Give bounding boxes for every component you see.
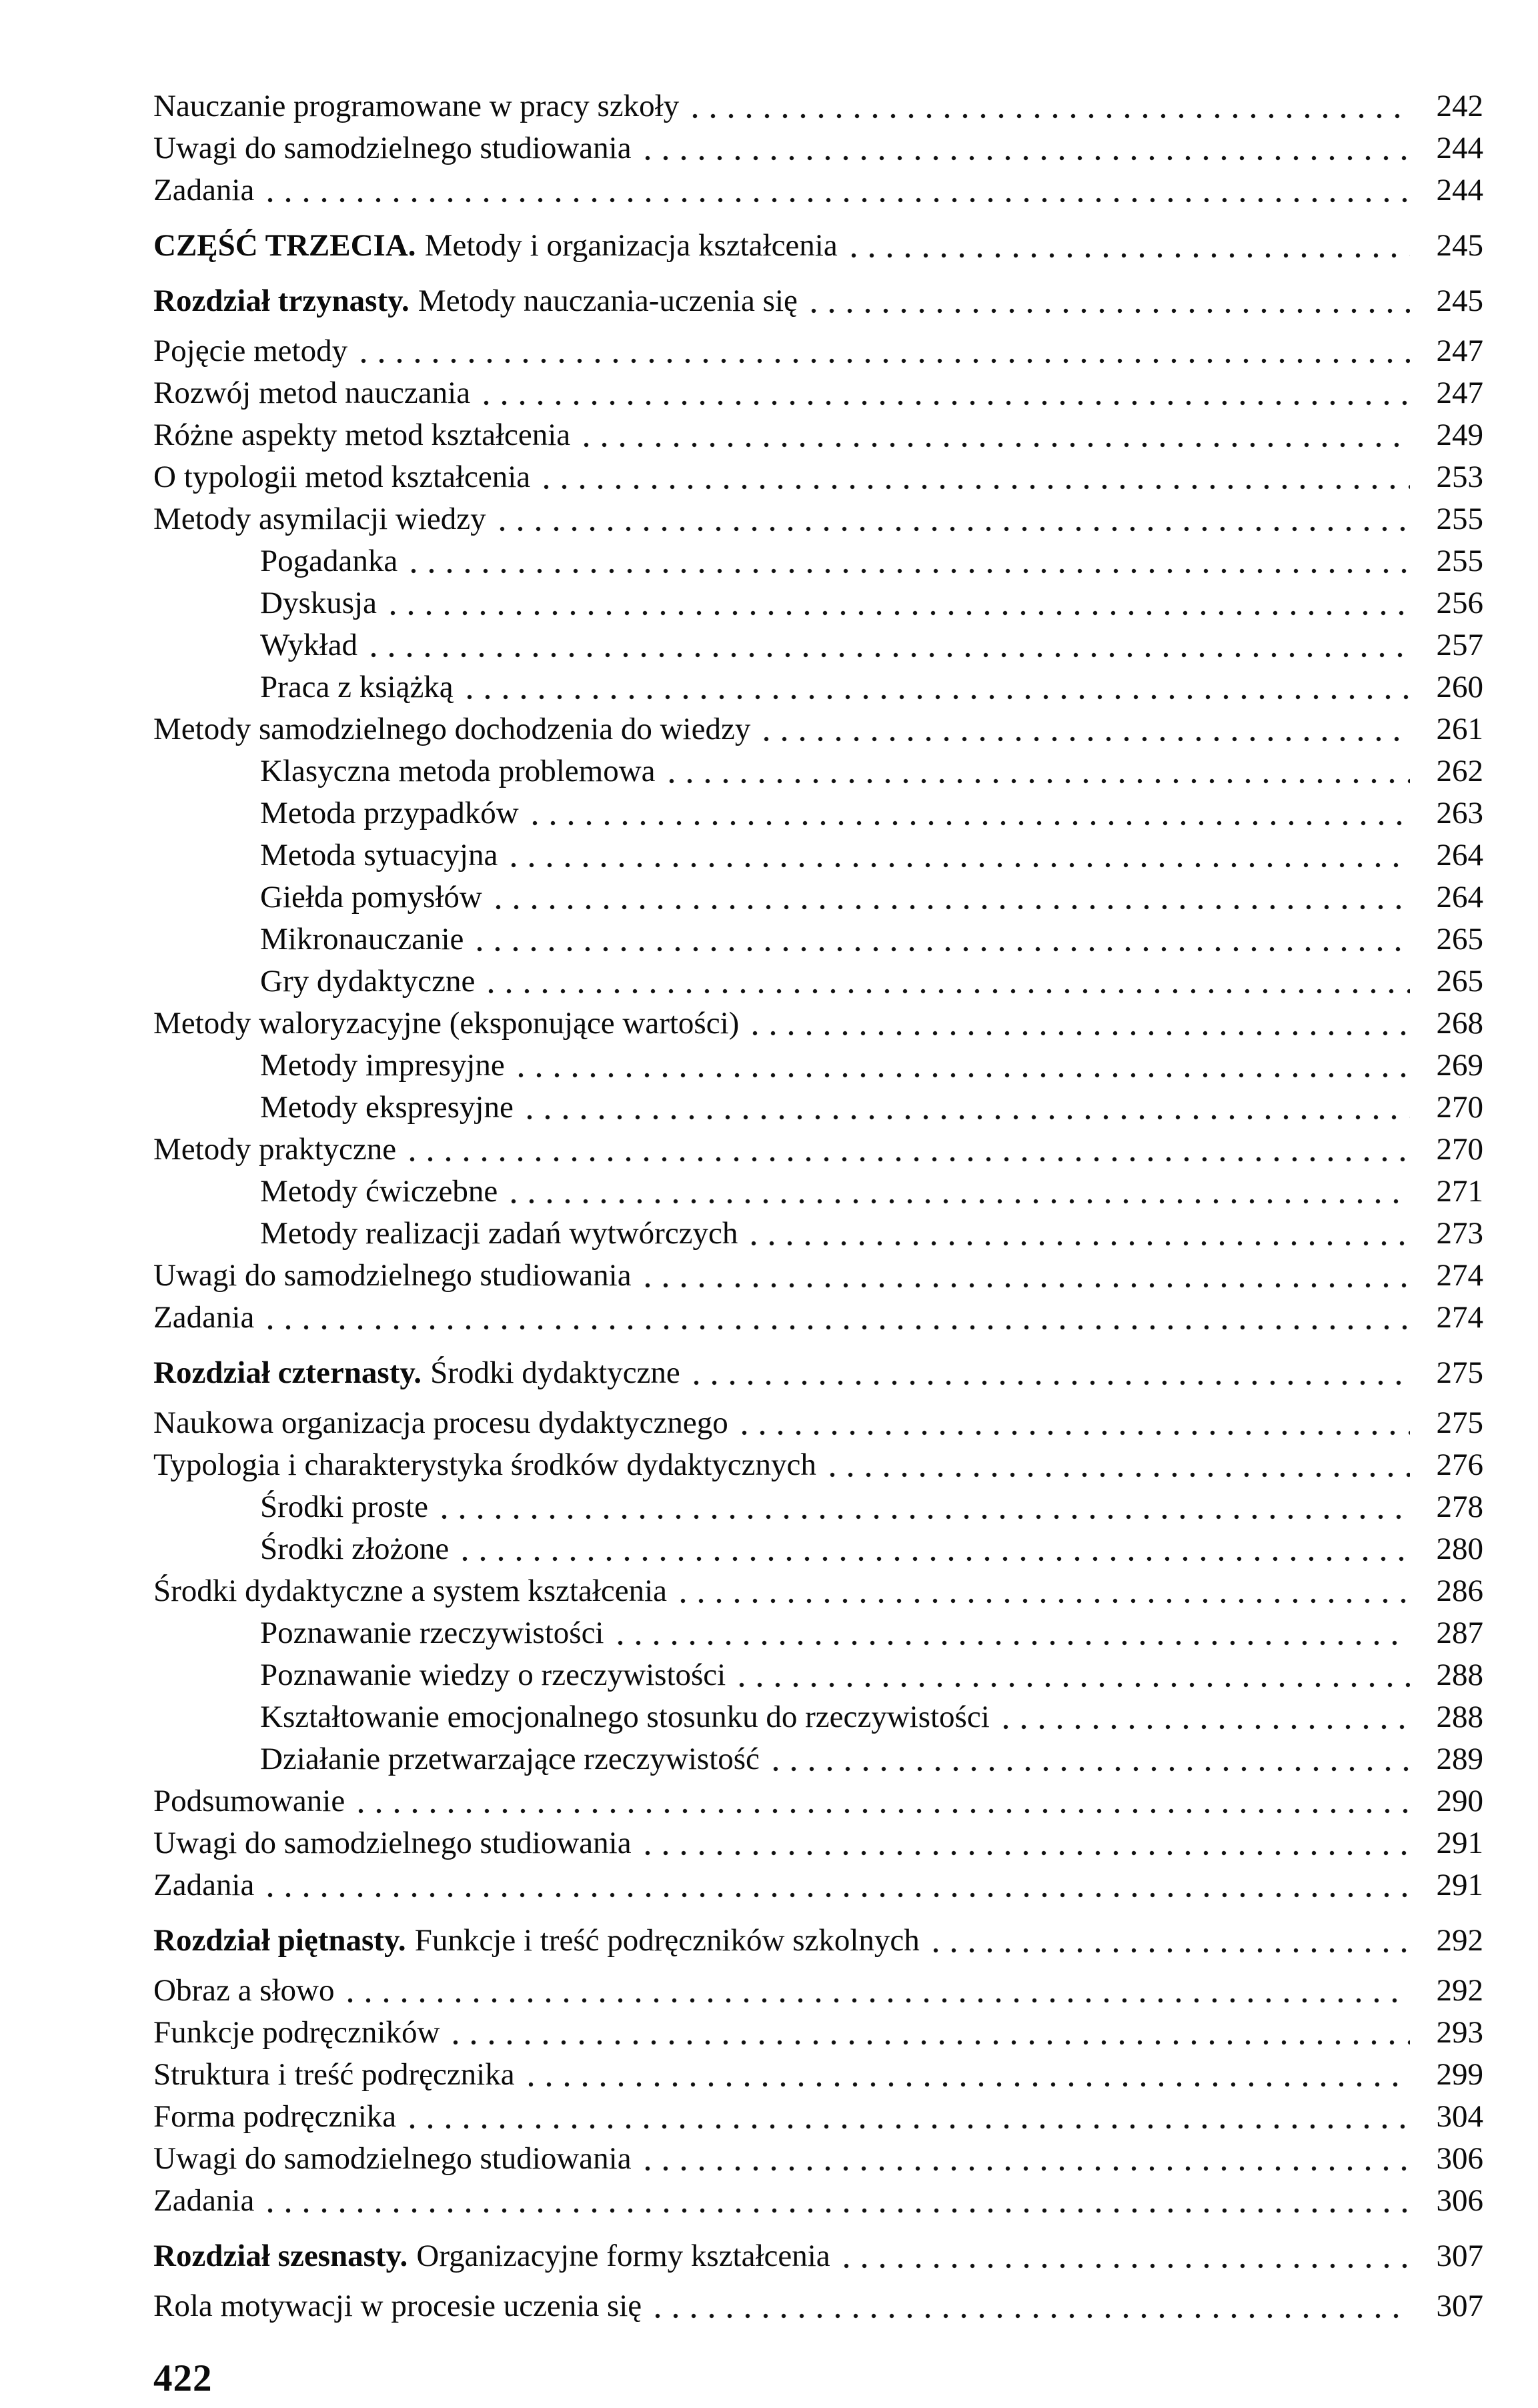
toc-entry-row [153,414,1483,456]
entry-label: Kształtowanie emocjonalnego stosunku do rzeczywistości [260,1700,990,1734]
entry-label: Metody impresyjne [260,1048,505,1083]
dot-leader [484,400,1410,406]
entry-page-number: 299 [1436,2057,1483,2092]
entry-page-number: 257 [1436,628,1483,662]
entry-label: Zadania [153,173,255,207]
toc-entry-row [153,919,1483,961]
dot-leader [752,1031,1410,1036]
entry-page-number: 265 [1436,922,1483,957]
dot-leader [694,1380,1410,1385]
entry-label: Środki dydaktyczne [430,1355,680,1390]
entry-label: Klasyczna metoda problemowa [260,754,656,788]
dot-leader [851,253,1410,258]
entry-page-number: 306 [1436,2183,1483,2218]
dot-leader [618,1640,1411,1646]
entry-label: Metody waloryzacyjne (eksponujące wartości) [153,1006,740,1041]
toc-entry-row [153,1864,1483,1906]
toc-entry-row [153,708,1483,750]
entry-page-number: 307 [1436,2289,1483,2323]
entry-page-number: 286 [1436,1574,1483,1608]
dot-leader [500,526,1410,532]
entry-page-number: 245 [1436,228,1483,263]
entry-page-number: 287 [1436,1616,1483,1650]
dot-leader [467,694,1410,700]
entry-page-number: 269 [1436,1048,1483,1083]
toc-entry-row [153,1780,1483,1822]
entry-page-number: 245 [1436,283,1483,318]
dot-leader [488,989,1410,994]
entry-prefix: Rozdział szesnasty. [153,2239,408,2273]
entry-page-number: 278 [1436,1489,1483,1524]
dot-leader [347,1998,1410,2003]
toc-entry-row [153,330,1483,372]
entry-page-number: 264 [1436,880,1483,915]
entry-label: Metody i organizacja kształcenia [424,228,838,263]
entry-label: Metody samodzielnego dochodzenia do wiedzy [153,712,751,746]
toc-entry-row [153,1612,1483,1654]
dot-leader [1003,1724,1410,1730]
entry-page-number: 275 [1436,1355,1483,1390]
entry-label: Uwagi do samodzielnego studiowania [153,131,632,165]
toc-entry-row [153,1822,1483,1864]
dot-leader [358,1808,1410,1814]
entry-page-number: 274 [1436,1300,1483,1335]
dot-leader [496,905,1410,910]
entry-label: Giełda pomysłów [260,880,482,915]
toc-entry-row [153,792,1483,834]
dot-leader [680,1598,1410,1604]
entry-label: Uwagi do samodzielnego studiowania [153,1258,632,1293]
entry-page-number: 271 [1436,1174,1483,1209]
entry-page-number: 289 [1436,1742,1483,1776]
dot-leader [511,1199,1410,1204]
toc-entry-row [153,498,1483,540]
dot-leader [742,1430,1410,1435]
toc-entry-row [153,1255,1483,1297]
entry-label: Funkcje i treść podręczników szkolnych [414,1923,920,1958]
entry-label: Zadania [153,1868,255,1902]
dot-leader [692,113,1410,119]
entry-page-number: 260 [1436,670,1483,704]
dot-leader [527,1115,1410,1120]
entry-page-number: 280 [1436,1532,1483,1566]
entry-page-number: 255 [1436,544,1483,578]
toc-entry-row [153,1738,1483,1780]
entry-label: Rola motywacji w procesie uczenia się [153,2289,642,2323]
toc-entry-row [153,1970,1483,2012]
toc-entry-row [153,1129,1483,1171]
entry-label: Pojęcie metody [153,334,348,368]
entry-page-number: 307 [1436,2239,1483,2273]
toc-entry-row [153,1486,1483,1528]
entry-page-number: 291 [1436,1868,1483,1902]
dot-leader [655,2313,1410,2319]
entry-label: Metoda sytuacyjna [260,838,498,872]
toc-entry-row [153,961,1483,1003]
toc-entry-row [153,1444,1483,1486]
entry-page-number: 273 [1436,1216,1483,1251]
dot-leader [645,2166,1410,2171]
toc-entry-row [153,1402,1483,1444]
entry-prefix: Rozdział trzynasty. [153,283,410,318]
toc-entry-row [153,2285,1483,2327]
entry-label: Poznawanie rzeczywistości [260,1616,604,1650]
entry-label: Naukowa organizacja procesu dydaktycznego [153,1405,728,1440]
entry-label: Metody ćwiczebne [260,1174,498,1209]
dot-leader [544,484,1410,490]
toc-entry-row [153,666,1483,708]
entry-label: Metody praktyczne [153,1132,397,1167]
entry-label: Metody ekspresyjne [260,1090,514,1125]
entry-page-number: 292 [1436,1923,1483,1958]
entry-page-number: 293 [1436,2015,1483,2050]
dot-leader [390,610,1410,616]
toc-entry-row [153,372,1483,414]
entry-page-number: 276 [1436,1447,1483,1482]
entry-label: Forma podręcznika [153,2099,397,2134]
entry-page-number: 265 [1436,964,1483,999]
toc-entry-row [153,2235,1483,2277]
dot-leader [411,568,1410,574]
entry-page-number: 306 [1436,2141,1483,2176]
toc-entry-row [153,280,1483,322]
toc-entry-row [153,225,1483,267]
entry-label: O typologii metod kształcenia [153,460,531,494]
entry-page-number: 244 [1436,173,1483,207]
dot-leader [811,308,1410,314]
toc-entry-row [153,750,1483,792]
entry-label: Uwagi do samodzielnego studiowania [153,2141,632,2176]
dot-leader [532,820,1410,826]
entry-page-number: 264 [1436,838,1483,872]
entry-page-number: 275 [1436,1405,1483,1440]
toc-entry-row [153,2138,1483,2180]
entry-page-number: 244 [1436,131,1483,165]
entry-page-number: 262 [1436,754,1483,788]
entry-page-number: 304 [1436,2099,1483,2134]
entry-label: Metody nauczania-uczenia się [418,283,798,318]
toc-entry-row [153,456,1483,498]
entry-page-number: 268 [1436,1006,1483,1041]
toc-entry-row [153,1297,1483,1339]
dot-leader [453,2040,1410,2045]
entry-label: Uwagi do samodzielnego studiowania [153,1826,632,1860]
toc-entry-row [153,1045,1483,1087]
entry-page-number: 290 [1436,1784,1483,1818]
dot-leader [645,1283,1410,1288]
footer-page-number: 422 [153,2357,213,2399]
dot-leader [830,1472,1410,1477]
toc-entry-row [153,1352,1483,1394]
toc-entry-row [153,1654,1483,1696]
dot-leader [844,2263,1410,2269]
dot-leader [462,1556,1410,1562]
toc-entry-row [153,1570,1483,1612]
entry-page-number: 288 [1436,1700,1483,1734]
entry-label: Metody asymilacji wiedzy [153,502,486,536]
toc-entry-row [153,834,1483,876]
page-footer [0,2327,1538,2400]
toc-entry-row [153,1003,1483,1045]
dot-leader [410,1157,1410,1162]
dot-leader [477,947,1410,952]
dot-leader [518,1073,1410,1078]
dot-leader [739,1682,1410,1688]
dot-leader [371,652,1410,658]
dot-leader [511,862,1410,868]
dot-leader [267,197,1410,203]
toc-entry-row [153,540,1483,582]
entry-page-number: 261 [1436,712,1483,746]
dot-leader [764,736,1410,742]
dot-leader [669,778,1410,784]
dot-leader [267,2208,1410,2213]
entry-label: Dyskusja [260,586,377,620]
toc-entry-row [153,1528,1483,1570]
entry-label: Działanie przetwarzające rzeczywistość [260,1742,760,1776]
toc-entry-row [153,169,1483,211]
entry-label: Praca z książką [260,670,454,704]
dot-leader [361,358,1410,364]
entry-label: Struktura i treść podręcznika [153,2057,515,2092]
dot-leader [584,442,1410,448]
entry-label: Środki proste [260,1489,428,1524]
entry-label: Środki dydaktyczne a system kształcenia [153,1574,668,1608]
toc-entry-row [153,2012,1483,2054]
entry-prefix: Rozdział czternasty. [153,1355,422,1390]
dot-leader [645,155,1410,161]
entry-label: Środki złożone [260,1532,450,1566]
entry-label: Obraz a słowo [153,1973,335,2008]
dot-leader [442,1514,1410,1520]
dot-leader [933,1948,1410,1953]
toc-entry-row [153,1920,1483,1962]
entry-page-number: 255 [1436,502,1483,536]
entry-page-number: 256 [1436,586,1483,620]
entry-label: Zadania [153,2183,255,2218]
entry-label: Pogadanka [260,544,398,578]
entry-label: Poznawanie wiedzy o rzeczywistości [260,1658,726,1692]
entry-label: Metody realizacji zadań wytwórczych [260,1216,738,1251]
entry-label: Mikronauczanie [260,922,464,957]
entry-label: Podsumowanie [153,1784,345,1818]
entry-label: Funkcje podręczników [153,2015,440,2050]
entry-label: Nauczanie programowane w pracy szkoły [153,89,680,123]
entry-label: Metoda przypadków [260,796,519,830]
entry-page-number: 288 [1436,1658,1483,1692]
entry-page-number: 270 [1436,1132,1483,1167]
toc-entry-row [153,2054,1483,2096]
entry-page-number: 263 [1436,796,1483,830]
toc-entry-row [153,1087,1483,1129]
entry-page-number: 242 [1436,89,1483,123]
toc-entry-row [153,1171,1483,1213]
entry-prefix: Rozdział piętnasty. [153,1923,406,1958]
toc-entry-row [153,127,1483,169]
dot-leader [751,1241,1410,1246]
entry-page-number: 247 [1436,376,1483,410]
entry-page-number: 270 [1436,1090,1483,1125]
toc-entry-row [153,85,1483,127]
entry-page-number: 247 [1436,334,1483,368]
dot-leader [267,1892,1410,1898]
toc-entry-row [153,1696,1483,1738]
toc-entry-row [153,2096,1483,2138]
entry-page-number: 253 [1436,460,1483,494]
dot-leader [267,1325,1410,1330]
entry-label: Rozwój metod nauczania [153,376,471,410]
toc-entry-row [153,876,1483,919]
entry-label: Organizacyjne formy kształcenia [416,2239,830,2273]
toc-entry-row [153,624,1483,666]
entry-label: Zadania [153,1300,255,1335]
toc-entry-row [153,2180,1483,2222]
dot-leader [773,1766,1410,1772]
entry-label: Wykład [260,628,357,662]
dot-leader [528,2082,1410,2087]
entry-prefix: CZĘŚĆ TRZECIA. [153,228,416,263]
entry-page-number: 249 [1436,418,1483,452]
toc-entry-row [153,582,1483,624]
toc-entry-row [153,1213,1483,1255]
entry-label: Różne aspekty metod kształcenia [153,418,571,452]
dot-leader [645,1850,1410,1856]
entry-page-number: 274 [1436,1258,1483,1293]
entry-label: Gry dydaktyczne [260,964,476,999]
entry-page-number: 292 [1436,1973,1483,2008]
dot-leader [410,2124,1410,2129]
entry-label: Typologia i charakterystyka środków dydaktycznych [153,1447,816,1482]
entry-page-number: 291 [1436,1826,1483,1860]
